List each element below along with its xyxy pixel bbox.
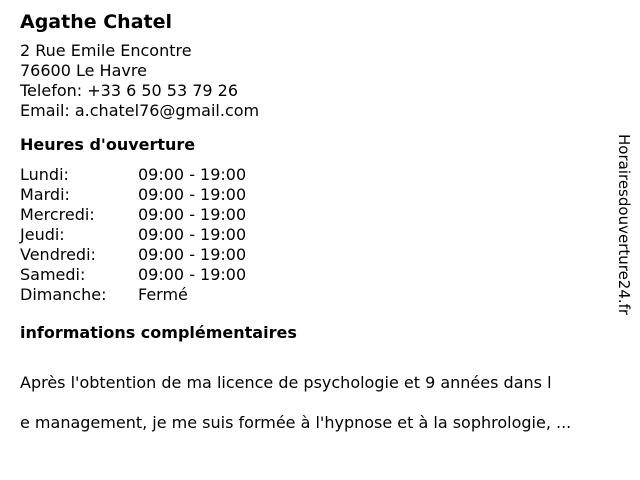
- address-city: 76600 Le Havre: [20, 61, 147, 80]
- phone-line: Telefon: +33 6 50 53 79 26: [20, 81, 239, 100]
- email-line: Email: a.chatel76@gmail.com: [20, 101, 260, 120]
- hours-table: [20, 165, 610, 305]
- info-text-line: e management, je me suis formée à l'hypnose et à la sophrologie, ...: [20, 413, 572, 432]
- hours-row: [20, 225, 610, 245]
- hours-time: Fermé: [138, 285, 188, 304]
- hours-day: Lundi:: [20, 165, 69, 184]
- hours-day: Vendredi:: [20, 245, 96, 264]
- hours-row: [20, 205, 610, 225]
- hours-day: Dimanche:: [20, 285, 107, 304]
- hours-row: [20, 245, 610, 265]
- hours-time: 09:00 - 19:00: [138, 165, 247, 184]
- hours-time: 09:00 - 19:00: [138, 245, 247, 264]
- hours-day: Jeudi:: [20, 225, 65, 244]
- hours-title: Heures d'ouverture: [20, 135, 196, 154]
- info-title: informations complémentaires: [20, 323, 297, 342]
- hours-row: [20, 285, 610, 305]
- hours-day: Samedi:: [20, 265, 86, 284]
- hours-time: 09:00 - 19:00: [138, 265, 247, 284]
- hours-time: 09:00 - 19:00: [138, 225, 247, 244]
- address-street: 2 Rue Emile Encontre: [20, 41, 192, 60]
- hours-day: Mardi:: [20, 185, 70, 204]
- hours-row: [20, 265, 610, 285]
- hours-row: [20, 185, 610, 205]
- hours-day: Mercredi:: [20, 205, 95, 224]
- business-card: [20, 10, 610, 453]
- address-block: [20, 41, 610, 121]
- hours-row: [20, 165, 610, 185]
- hours-time: 09:00 - 19:00: [138, 205, 247, 224]
- business-name: Agathe Chatel: [20, 11, 173, 33]
- hours-time: 09:00 - 19:00: [138, 185, 247, 204]
- info-text-line: Après l'obtention de ma licence de psychologie et 9 années dans l: [20, 373, 552, 392]
- site-watermark: Horairesdouverture24.fr: [615, 134, 633, 316]
- info-text: [20, 353, 620, 453]
